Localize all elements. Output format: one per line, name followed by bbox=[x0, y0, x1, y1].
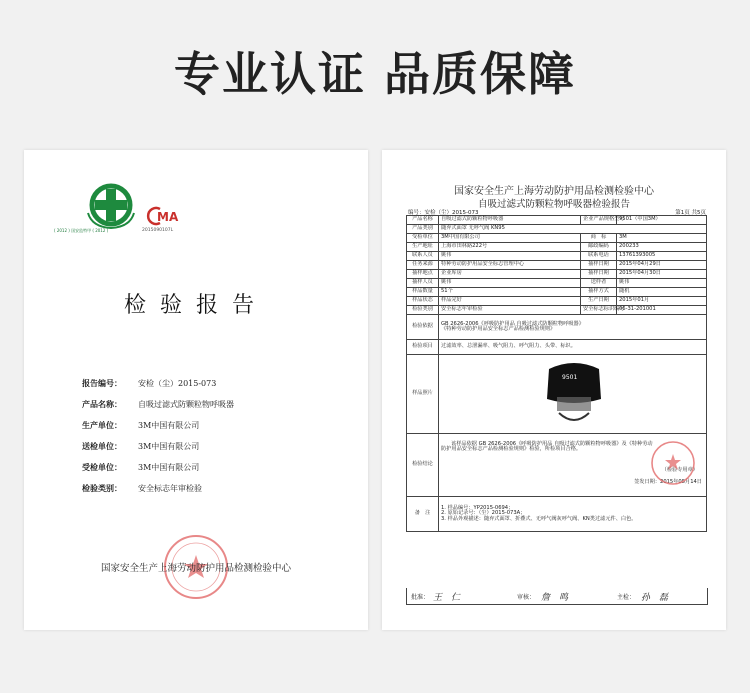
row-value: 特种劳动防护用品安全标志管理中心 bbox=[439, 261, 581, 270]
cover-title: 检验报告 bbox=[123, 293, 268, 318]
row-value: 自吸过滤式防颗粒物呼吸器 bbox=[439, 216, 581, 225]
field-key: 产品名称： bbox=[82, 399, 122, 409]
field-key: 报告编号： bbox=[82, 378, 122, 388]
row-value: 2015年01月 bbox=[617, 297, 707, 306]
field-value: 自吸过滤式防颗粒物呼吸器 bbox=[138, 400, 234, 409]
row-value: 安全标志年审检验 bbox=[439, 306, 581, 315]
reviewer-label: 审核： bbox=[517, 594, 536, 601]
row-value: 2015年04月30日 bbox=[617, 270, 707, 279]
basis-label: 检验依据 bbox=[407, 315, 439, 340]
items-value: 过滤效率、总泄漏率、吸气阻力、呼气阻力、头带、标识。 bbox=[439, 340, 707, 355]
field-value: 3M中国有限公司 bbox=[138, 463, 200, 472]
stamp-caption: （检验专用章） bbox=[661, 467, 698, 473]
report-page bbox=[382, 150, 726, 630]
basis-line: 《特种劳动防护用品安全标志产品检测检验规则》 bbox=[441, 326, 556, 332]
conclusion-label: 检验结论 bbox=[407, 434, 439, 497]
field-value: 3M中国有限公司 bbox=[138, 421, 200, 430]
field-key: 检验类别： bbox=[82, 483, 122, 493]
row-value: 上海市田林路222号 bbox=[439, 243, 581, 252]
row-value: 姚伟 bbox=[617, 279, 707, 288]
table-row bbox=[407, 288, 707, 297]
row-value: 3M中国有限公司 bbox=[439, 234, 581, 243]
row-label: 样品数量 bbox=[407, 288, 439, 297]
row-label: 抽样日期 bbox=[581, 270, 617, 279]
table-row bbox=[407, 243, 707, 252]
cover-field bbox=[82, 420, 342, 441]
table-row bbox=[407, 434, 707, 497]
conclusion-line: 该样品依据 GB 2626-2006《呼吸防护用品 自吸过滤式防颗粒物呼吸器》及《特种劳动 bbox=[451, 441, 653, 447]
basis-line: GB 2626-2006《呼吸防护用品 自吸过滤式防颗粒物呼吸器》 bbox=[441, 320, 584, 327]
row-label: 产品类别 bbox=[407, 225, 439, 234]
table-row bbox=[407, 306, 707, 315]
main-inspector-signature: 孙 磊 bbox=[641, 593, 669, 603]
row-value: 样品完好 bbox=[439, 297, 581, 306]
report-title-product: 自吸过滤式防颗粒物呼吸器检验报告 bbox=[477, 199, 630, 210]
row-value: 9501（中国3M） bbox=[617, 216, 707, 225]
report-page-number: 第1页 共5页 bbox=[675, 210, 706, 216]
basis-value bbox=[439, 315, 707, 340]
approver-label: 批准： bbox=[411, 594, 430, 601]
row-label: 企业产品规格型号 bbox=[581, 216, 617, 225]
signature-row bbox=[406, 588, 708, 605]
row-label: 抽样地点 bbox=[407, 270, 439, 279]
conclusion-line: 防护用品安全标志产品检测检验规则》检验，所检项目合格。 bbox=[441, 446, 582, 453]
items-label: 检验项目 bbox=[407, 340, 439, 355]
cover-field bbox=[82, 483, 342, 504]
cma-number: 2015090107L bbox=[142, 228, 174, 233]
table-row bbox=[407, 261, 707, 270]
cover-organization: 国家安全生产上海劳动防护用品检测检验中心 bbox=[100, 563, 291, 574]
row-label: 生产地址 bbox=[407, 243, 439, 252]
row-label: 商 标 bbox=[581, 234, 617, 243]
note-line: 2. 原始记录号：（尘）2015-073A； bbox=[441, 510, 526, 517]
issue-label: 签发日期： bbox=[634, 479, 661, 485]
row-label: 产品名称 bbox=[407, 216, 439, 225]
cover-field bbox=[82, 378, 342, 399]
field-key: 生产单位： bbox=[82, 420, 122, 430]
photo-cell bbox=[439, 355, 707, 434]
field-key: 送检单位： bbox=[82, 441, 122, 451]
field-value: 3M中国有限公司 bbox=[138, 442, 200, 451]
report-table bbox=[406, 215, 707, 532]
table-row bbox=[407, 279, 707, 288]
row-value: 3M bbox=[617, 234, 707, 243]
table-row bbox=[407, 234, 707, 243]
cover-field bbox=[82, 462, 342, 483]
row-value: 13761393005 bbox=[617, 252, 707, 261]
row-value: 随弃式面罩 无呼气阀 KN95 bbox=[439, 225, 707, 234]
row-value: 随机 bbox=[617, 288, 707, 297]
row-label: 联系电话 bbox=[581, 252, 617, 261]
row-label: 受检单位 bbox=[407, 234, 439, 243]
table-row bbox=[407, 315, 707, 340]
row-value: 姚伟 bbox=[439, 279, 581, 288]
row-value: 企业库房 bbox=[439, 270, 581, 279]
table-row bbox=[407, 225, 707, 234]
report-number: 编号：安检（尘）2015-073 bbox=[408, 210, 479, 216]
report-title-org: 国家安全生产上海劳动防护用品检测检验中心 bbox=[454, 186, 654, 197]
cover-field bbox=[82, 441, 342, 462]
row-value: 200233 bbox=[617, 243, 707, 252]
notes-cell bbox=[439, 497, 707, 532]
main-inspector-label: 主检： bbox=[617, 594, 636, 601]
table-row bbox=[407, 497, 707, 532]
table-row bbox=[407, 252, 707, 261]
row-label: 生产日期 bbox=[581, 297, 617, 306]
cma-logo bbox=[146, 207, 182, 225]
note-line: 1. 样品编号：YP2015-0694； bbox=[441, 504, 514, 511]
inspection-seal-stamp bbox=[650, 440, 696, 486]
logo-caption: ( 2012 ) 国安监特甲 ( 2012 ) bbox=[54, 228, 109, 233]
table-row bbox=[407, 216, 707, 225]
row-label: 检验类别 bbox=[407, 306, 439, 315]
row-label: 邮政编码 bbox=[581, 243, 617, 252]
row-value: 06-31-201001 bbox=[617, 306, 707, 315]
table-row bbox=[407, 270, 707, 279]
table-row bbox=[407, 297, 707, 306]
field-value: 安检（尘）2015-073 bbox=[138, 379, 217, 388]
table-row bbox=[407, 355, 707, 434]
page-headline: 专业认证 品质保障 bbox=[173, 47, 576, 101]
row-label: 样品状态 bbox=[407, 297, 439, 306]
approver-signature: 王 仁 bbox=[433, 593, 461, 603]
row-label: 抽样人员 bbox=[407, 279, 439, 288]
row-value: 姚伟 bbox=[439, 252, 581, 261]
notes-label: 备 注 bbox=[407, 497, 439, 532]
row-label: 送样者 bbox=[581, 279, 617, 288]
row-value: 51个 bbox=[439, 288, 581, 297]
respirator-photo bbox=[441, 355, 704, 433]
row-value: 2015年04月29日 bbox=[617, 261, 707, 270]
cover-fields bbox=[82, 378, 342, 504]
row-label: 抽样方式 bbox=[581, 288, 617, 297]
row-label: 联系人员 bbox=[407, 252, 439, 261]
conclusion-cell bbox=[439, 434, 707, 497]
cover-page bbox=[24, 150, 368, 630]
row-label: 任务来源 bbox=[407, 261, 439, 270]
photo-label: 样品照片 bbox=[407, 355, 439, 434]
field-value: 安全标志年审检验 bbox=[138, 484, 202, 493]
table-row bbox=[407, 340, 707, 355]
issue-value: 2015年05月14日 bbox=[660, 479, 702, 485]
reviewer-signature: 詹 鸣 bbox=[541, 593, 569, 603]
cma-text: MA bbox=[157, 210, 179, 224]
respirator-tag: 9501 bbox=[562, 374, 578, 381]
cover-field bbox=[82, 399, 342, 420]
row-label: 抽样日期 bbox=[581, 261, 617, 270]
row-label: 安全标志标识编号 bbox=[581, 306, 617, 315]
note-line: 3. 样品外观描述：随弃式面罩、折叠式、无呼气阀灰呼气阀、KN类过滤元件、白色。 bbox=[441, 515, 637, 522]
field-key: 受检单位： bbox=[82, 462, 122, 472]
